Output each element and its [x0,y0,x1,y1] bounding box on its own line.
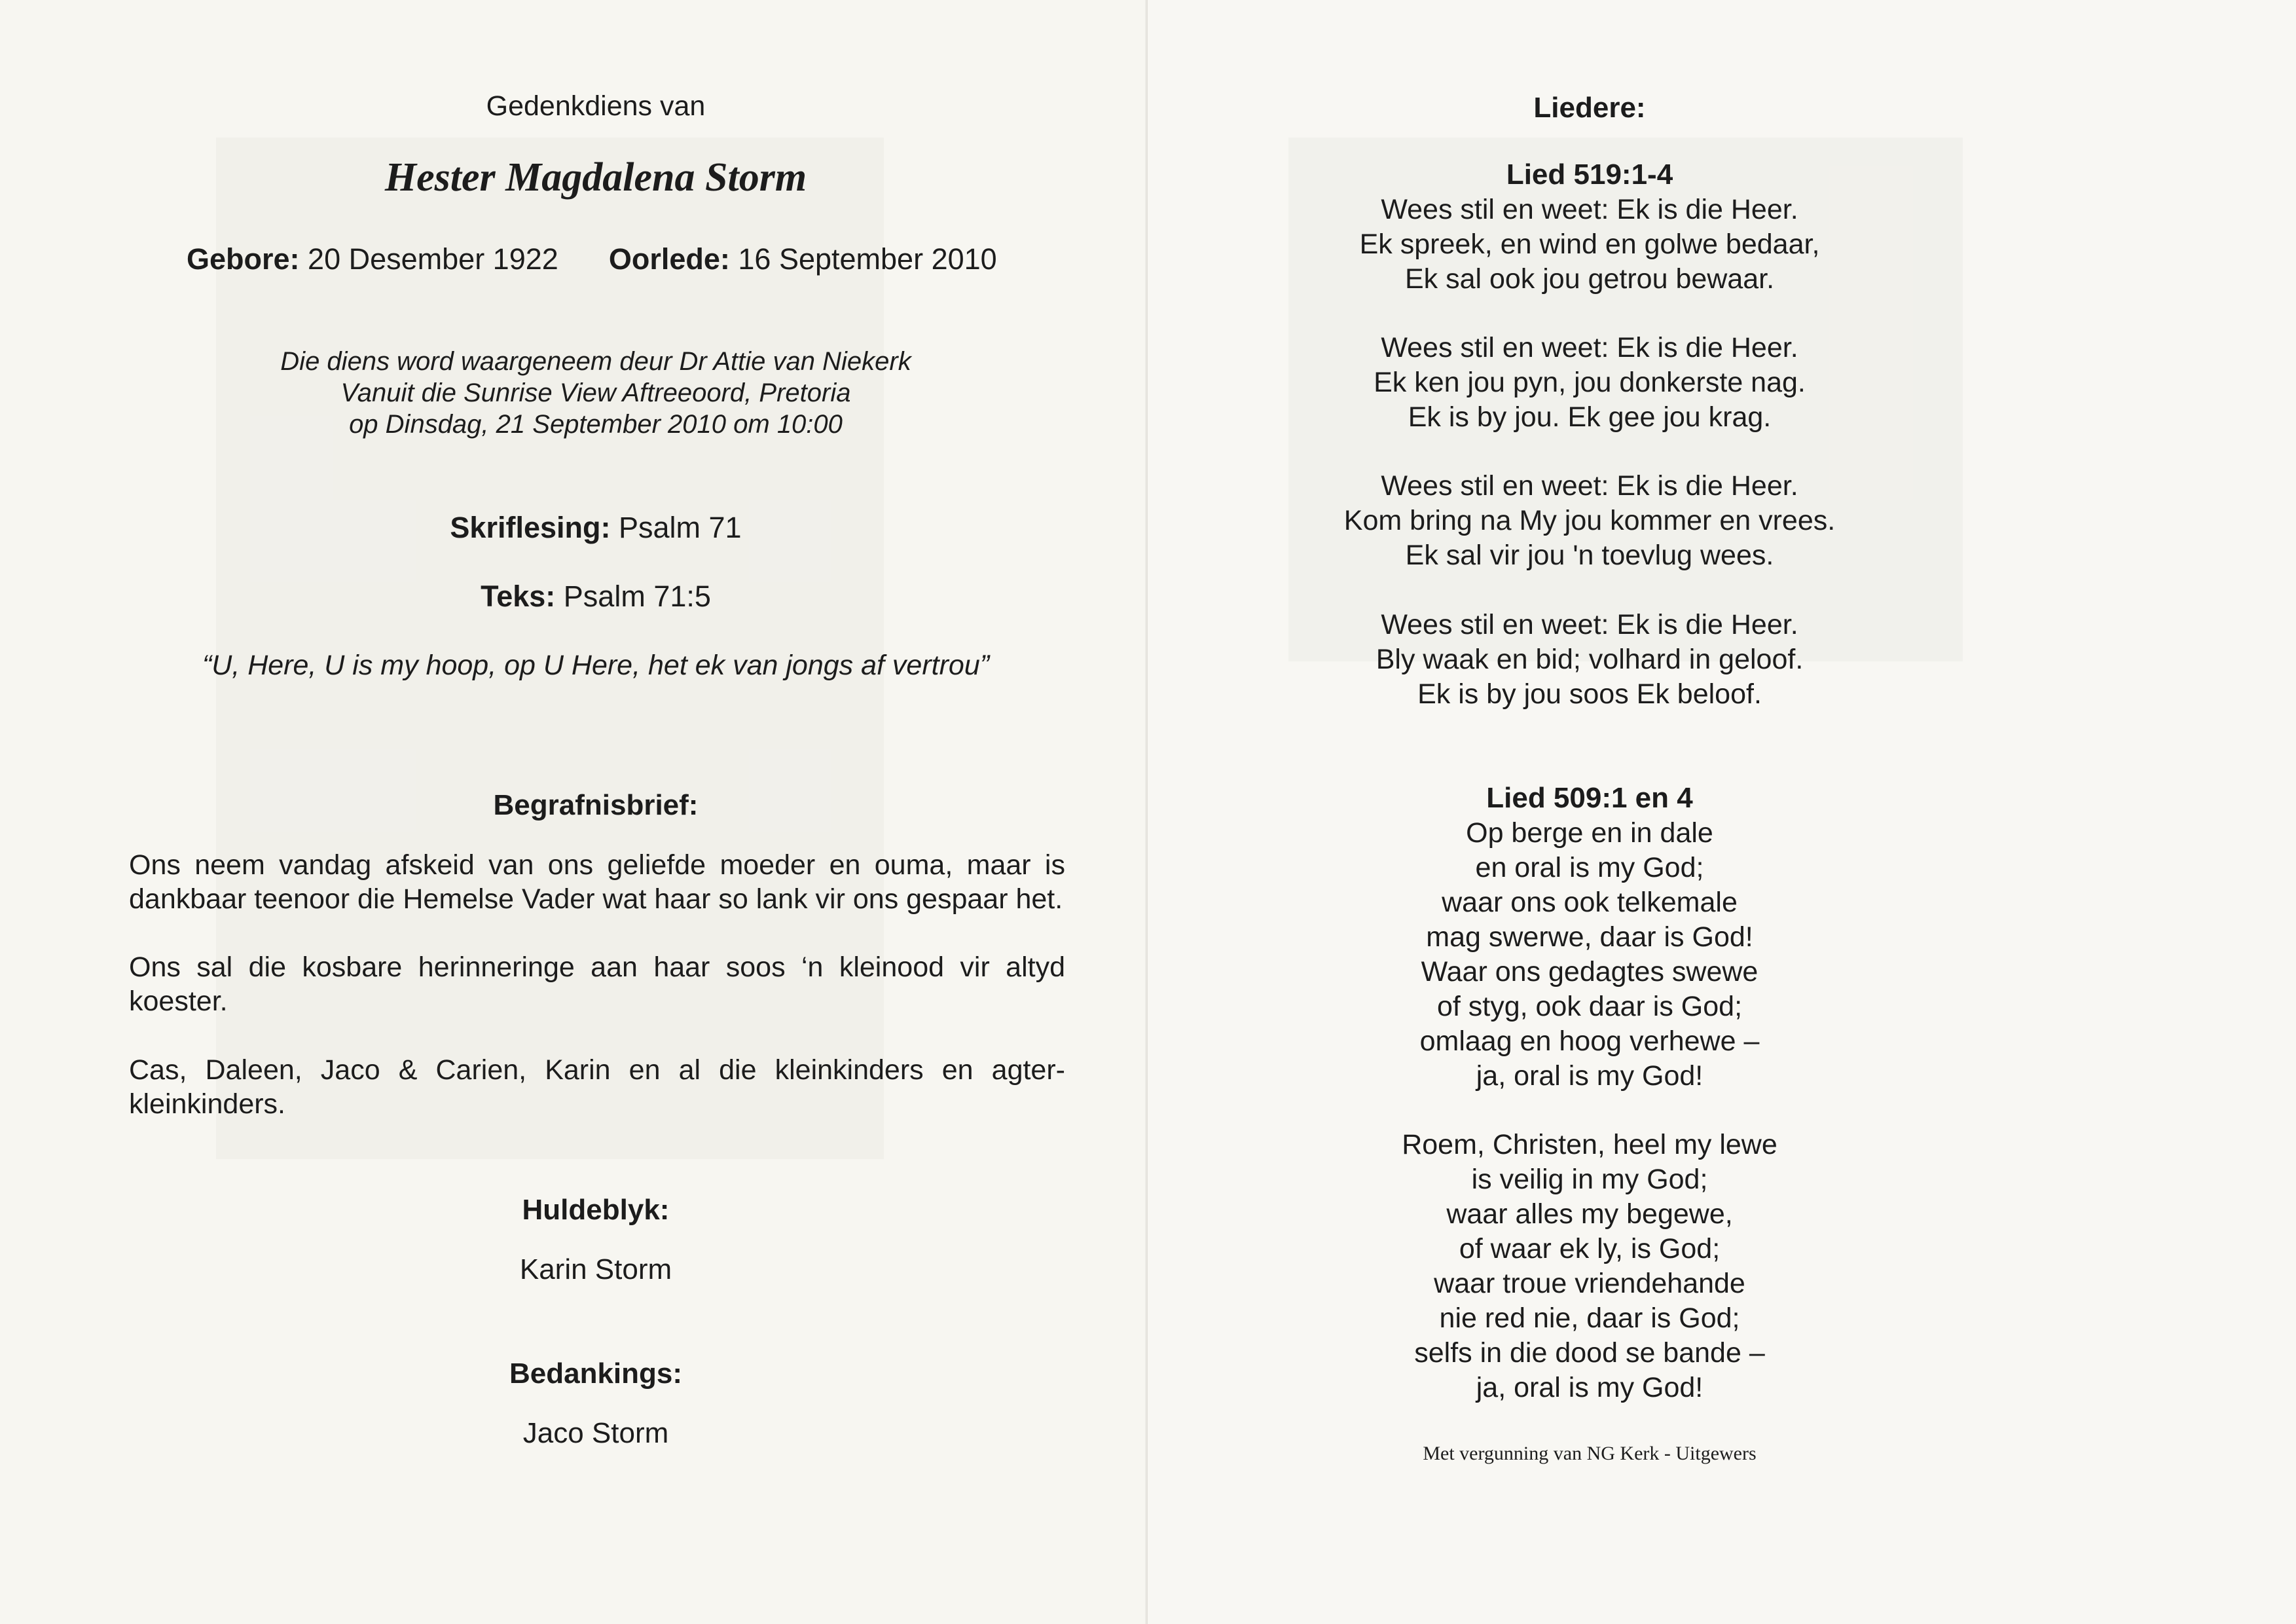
verse-line: Op berge en in dale [1466,817,1713,849]
verse-line: waar ons ook telkemale [1442,887,1738,918]
text-value: Psalm 71:5 [563,580,711,613]
born-date: 20 Desember 1922 [308,242,558,276]
dates-line [187,242,997,276]
publisher-credit: Met vergunning van NG Kerk - Uitgewers [1423,1443,1757,1464]
verse-line: ja, oral is my God! [1476,1372,1704,1403]
text-label: Teks: [481,580,556,613]
verse-line: Wees stil en weet: Ek is die Heer. [1381,470,1798,502]
songs-heading: Liedere: [1533,92,1646,124]
verse-line: Ek is by jou. Ek gee jou krag. [1408,401,1772,433]
song-1-verse-3 [1148,469,2032,573]
verse-line: of waar ek ly, is God; [1459,1233,1721,1264]
song-1-verse-1 [1148,193,2032,297]
funeral-letter-paragraph-2: Ons sal die kosbare herinneringe aan haar soos ‘n kleinood vir altyd koester. [129,951,1065,1017]
service-line-3: op Dinsdag, 21 September 2010 om 10:00 [349,410,843,439]
funeral-letter-heading: Begrafnisbrief: [493,789,699,821]
verse-line: omlaag en hoog verhewe – [1419,1025,1760,1057]
funeral-letter-paragraph-3: Cas, Daleen, Jaco & Carien, Karin en al die kleinkinders en agter-kleinkinders. [129,1054,1065,1120]
funeral-letter-paragraph-1: Ons neem vandag afskeid van ons geliefde moeder en ouma, maar is dankbaar teenoor die Hemelse Vader wat haar so lank vir ons gespaar het. [129,849,1065,915]
deceased-name: Hester Magdalena Storm [384,155,807,200]
verse-line: Bly waak en bid; volhard in geloof. [1376,644,1804,675]
thanks-heading: Bedankings: [509,1357,683,1390]
song-1-title: Lied 519:1-4 [1506,158,1673,191]
verse-line: Roem, Christen, heel my lewe [1402,1129,1777,1160]
verse-line: selfs in die dood se bande – [1414,1337,1765,1369]
bible-quote: “U, Here, U is my hoop, op U Here, het ek van jongs af vertrou” [202,650,990,681]
tribute-heading: Huldeblyk: [522,1194,670,1226]
verse-line: Ek spreek, en wind en golwe bedaar, [1359,229,1820,260]
sermon-text [0,580,1192,614]
reading-value: Psalm 71 [618,511,742,544]
verse-line: Ek sal ook jou getrou bewaar. [1404,263,1775,295]
died-date: 16 September 2010 [738,242,997,276]
verse-line: waar alles my begewe, [1446,1198,1733,1230]
reading-label: Skriflesing: [450,511,611,544]
verse-line: Wees stil en weet: Ek is die Heer. [1381,332,1798,363]
verse-line: Wees stil en weet: Ek is die Heer. [1381,194,1798,225]
verse-line: of styg, ook daar is God; [1436,991,1743,1022]
verse-line: Kom bring na My jou kommer en vrees. [1343,505,1836,536]
song-1-verse-4 [1148,608,2032,712]
verse-line: waar troue vriendehande [1434,1268,1745,1299]
service-line-2: Vanuit die Sunrise View Aftreeoord, Pretoria [340,378,851,407]
tribute-name: Karin Storm [519,1253,672,1285]
right-page [1148,0,2296,1624]
verse-line: Waar ons gedagtes swewe [1421,956,1758,987]
died-label: Oorlede: [608,242,730,276]
verse-line: Ek is by jou soos Ek beloof. [1417,678,1762,710]
verse-line: Ek sal vir jou 'n toevlug wees. [1405,540,1774,571]
verse-line: en oral is my God; [1475,852,1704,883]
thanks-name: Jaco Storm [522,1417,669,1449]
song-2-verse-1 [1148,816,2032,1094]
service-intro: Gedenkdiens van [486,90,706,122]
verse-line: Ek ken jou pyn, jou donkerste nag. [1374,367,1806,398]
scripture-reading [0,511,1192,545]
song-2-verse-2 [1148,1128,2032,1405]
born-label: Gebore: [187,242,300,276]
song-2-title: Lied 509:1 en 4 [1486,782,1693,814]
song-1-verse-2 [1148,331,2032,435]
verse-line: nie red nie, daar is God; [1439,1302,1740,1334]
verse-line: mag swerwe, daar is God! [1426,921,1753,953]
verse-line: is veilig in my God; [1471,1164,1708,1195]
verse-line: Wees stil en weet: Ek is die Heer. [1381,609,1798,640]
verse-line: ja, oral is my God! [1476,1060,1704,1092]
service-line-1: Die diens word waargeneem deur Dr Attie van Niekerk [280,347,911,376]
